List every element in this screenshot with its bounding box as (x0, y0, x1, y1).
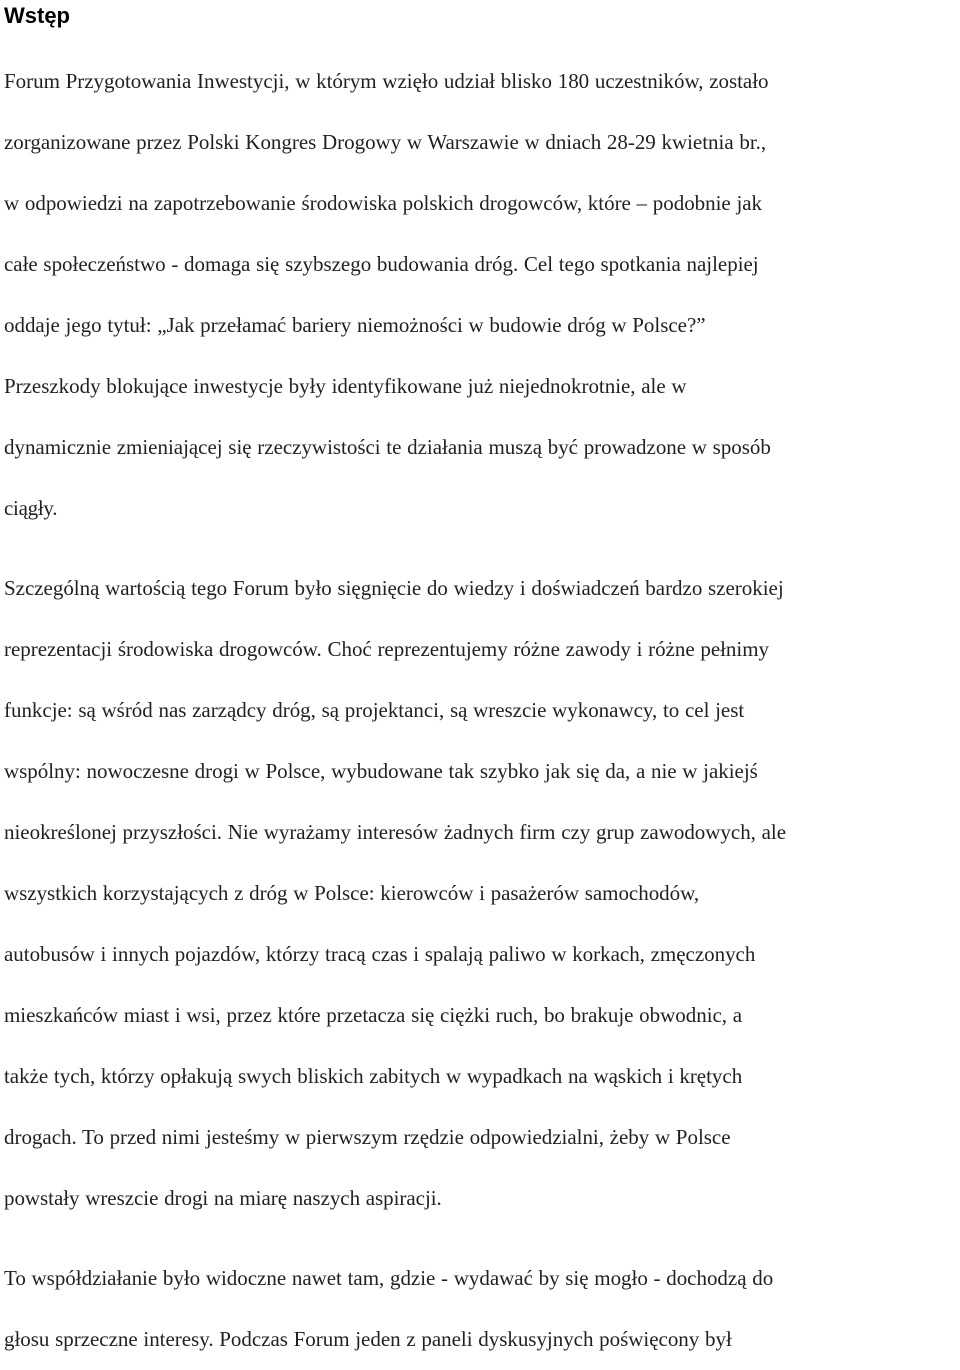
text-line: także tych, którzy opłakują swych bliskich zabitych w wypadkach na wąskich i krętych (4, 1064, 743, 1088)
text-line: ciągły. (4, 496, 58, 520)
section-heading: Wstęp (4, 3, 70, 28)
text-line: funkcje: są wśród nas zarządcy dróg, są projektanci, są wreszcie wykonawcy, to cel jest (4, 698, 745, 722)
text-line: wspólny: nowoczesne drogi w Polsce, wybudowane tak szybko jak się da, a nie w jakiejś (4, 759, 758, 783)
text-line: zorganizowane przez Polski Kongres Drogowy w Warszawie w dniach 28-29 kwietnia br., (4, 130, 767, 154)
paragraph-3 (4, 1248, 960, 1370)
text-line: oddaje jego tytuł: „Jak przełamać bariery niemożności w budowie dróg w Polsce?” (4, 313, 706, 337)
text-line: autobusów i innych pojazdów, którzy tracą czas i spalają paliwo w korkach, zmęczonych (4, 942, 756, 966)
paragraph-2 (4, 558, 960, 1229)
text-line: mieszkańców miast i wsi, przez które przetacza się ciężki ruch, bo brakuje obwodnic, a (4, 1003, 743, 1027)
document-page (4, 0, 960, 1370)
text-line: powstały wreszcie drogi na miarę naszych aspiracji. (4, 1186, 442, 1210)
text-line: Forum Przygotowania Inwestycji, w którym wzięło udział blisko 180 uczestników, zostało (4, 69, 769, 93)
text-line: całe społeczeństwo - domaga się szybszego budowania dróg. Cel tego spotkania najlepiej (4, 252, 759, 276)
text-line: drogach. To przed nimi jesteśmy w pierwszym rzędzie odpowiedzialni, żeby w Polsce (4, 1125, 731, 1149)
text-line: reprezentacji środowiska drogowców. Choć reprezentujemy różne zawody i różne pełnimy (4, 637, 769, 661)
text-line: Szczególną wartością tego Forum było sięgnięcie do wiedzy i doświadczeń bardzo szerokiej (4, 576, 784, 600)
text-line: w odpowiedzi na zapotrzebowanie środowiska polskich drogowców, które – podobnie jak (4, 191, 763, 215)
paragraph-1 (4, 51, 960, 539)
text-line: głosu sprzeczne interesy. Podczas Forum jeden z paneli dyskusyjnych poświęcony był (4, 1327, 732, 1351)
text-line: dynamicznie zmieniającej się rzeczywistości te działania muszą być prowadzone w sposób (4, 435, 771, 459)
text-line: wszystkich korzystających z dróg w Polsce: kierowców i pasażerów samochodów, (4, 881, 700, 905)
text-line: nieokreślonej przyszłości. Nie wyrażamy interesów żadnych firm czy grup zawodowych, ale (4, 820, 787, 844)
text-line: Przeszkody blokujące inwestycje były identyfikowane już niejednokrotnie, ale w (4, 374, 687, 398)
text-line: To współdziałanie było widoczne nawet tam, gdzie - wydawać by się mogło - dochodzą do (4, 1266, 774, 1290)
